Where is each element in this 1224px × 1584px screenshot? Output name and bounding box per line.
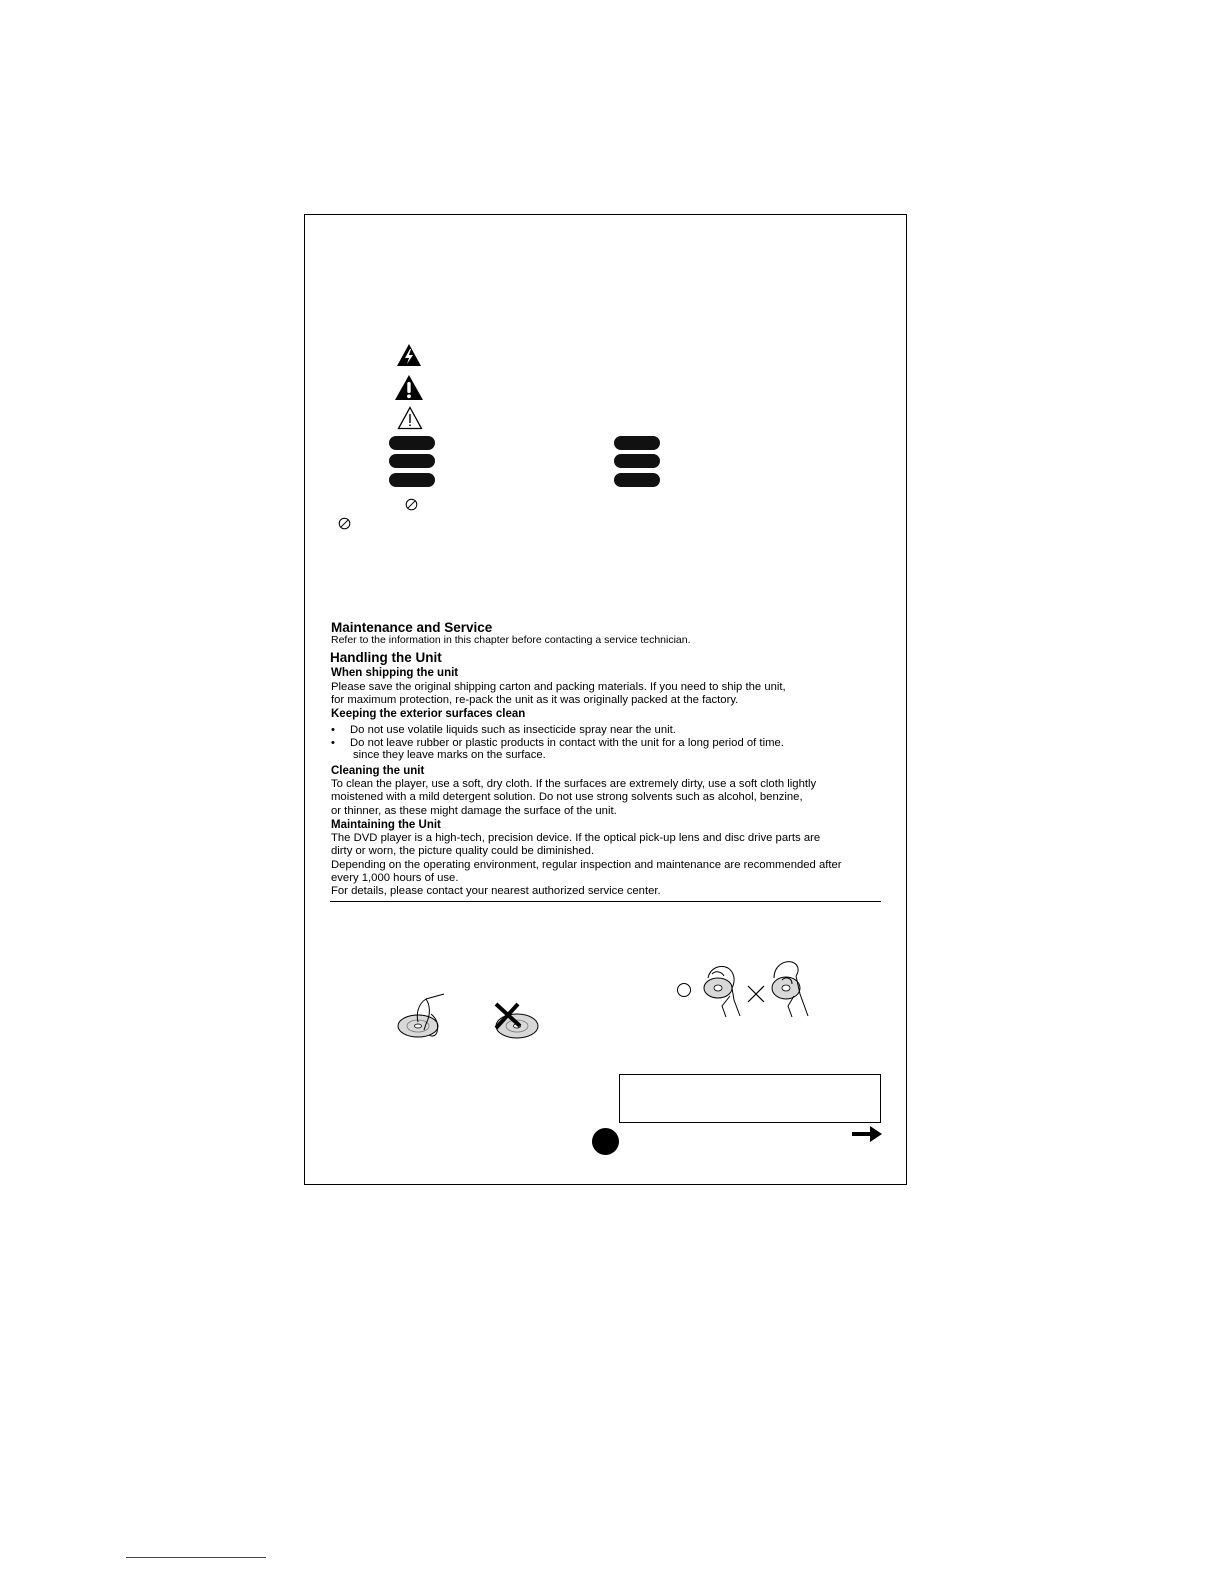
disc-held-correctly-illustration bbox=[396, 992, 446, 1040]
bullet-glyph: • bbox=[331, 724, 335, 736]
exterior-bullet-item: Do not use volatile liquids such as insecticide spray near the unit. bbox=[350, 724, 676, 736]
subheading-maintaining: Maintaining the Unit bbox=[331, 819, 441, 831]
disc-label-pill bbox=[614, 473, 660, 487]
right-arrow-icon bbox=[852, 1126, 882, 1142]
disc-edge-hold-correct-illustration bbox=[700, 960, 742, 1018]
disc-face-touch-wrong-illustration bbox=[768, 958, 810, 1018]
bullet-glyph: • bbox=[331, 737, 335, 749]
disc-label-pill bbox=[389, 436, 435, 450]
exclamation-triangle-icon bbox=[394, 374, 424, 401]
disc-label-pill bbox=[614, 454, 660, 468]
maintenance-intro: Refer to the information in this chapter before contacting a service technician. bbox=[331, 634, 691, 646]
maintaining-text-line: Depending on the operating environment, regular inspection and maintenance are recommended after bbox=[331, 859, 842, 871]
page-number-dot bbox=[592, 1128, 619, 1155]
maintaining-text-line: For details, please contact your nearest authorized service center. bbox=[331, 885, 661, 897]
note-box bbox=[619, 1074, 881, 1123]
cross-mark-icon bbox=[746, 984, 766, 1004]
disc-wrong-handling-illustration bbox=[490, 1002, 540, 1040]
prohibited-icon bbox=[338, 517, 351, 530]
disc-label-pill bbox=[389, 454, 435, 468]
subheading-shipping: When shipping the unit bbox=[331, 667, 459, 679]
lightning-triangle-icon bbox=[396, 343, 422, 367]
circle-mark-icon bbox=[676, 982, 692, 998]
section-title-maintenance: Maintenance and Service bbox=[331, 620, 493, 635]
shipping-text-line: Please save the original shipping carton and packing materials. If you need to ship the unit, bbox=[331, 681, 786, 693]
shipping-text-line: for maximum protection, re-pack the unit as it was originally packed at the factory. bbox=[331, 694, 739, 706]
footer-link-underline[interactable] bbox=[126, 1557, 266, 1558]
caution-triangle-outline-icon bbox=[397, 406, 423, 430]
cleaning-text-line: moistened with a mild detergent solution. Do not use strong solvents such as alcohol, benzine, bbox=[331, 791, 803, 803]
maintaining-text-line: every 1,000 hours of use. bbox=[331, 872, 459, 884]
maintaining-text-line: The DVD player is a high-tech, precision device. If the optical pick-up lens and disc drive parts are bbox=[331, 832, 821, 844]
disc-label-pill bbox=[614, 436, 660, 450]
section-title-handling: Handling the Unit bbox=[330, 650, 442, 665]
cleaning-text-line: or thinner, as these might damage the surface of the unit. bbox=[331, 805, 617, 817]
exterior-bullet-item: Do not leave rubber or plastic products in contact with the unit for a long period of time. bbox=[350, 737, 784, 749]
disc-label-pill bbox=[389, 473, 435, 487]
subheading-cleaning: Cleaning the unit bbox=[331, 765, 425, 777]
maintaining-text-line: dirty or worn, the picture quality could be diminished. bbox=[331, 845, 595, 857]
section-divider bbox=[330, 901, 881, 902]
cleaning-text-line: To clean the player, use a soft, dry cloth. If the surfaces are extremely dirty, use a soft cloth lightly bbox=[331, 778, 817, 790]
exterior-bullet-item-continued: since they leave marks on the surface. bbox=[353, 749, 546, 761]
prohibited-icon bbox=[405, 498, 418, 511]
subheading-exterior: Keeping the exterior surfaces clean bbox=[331, 708, 526, 720]
